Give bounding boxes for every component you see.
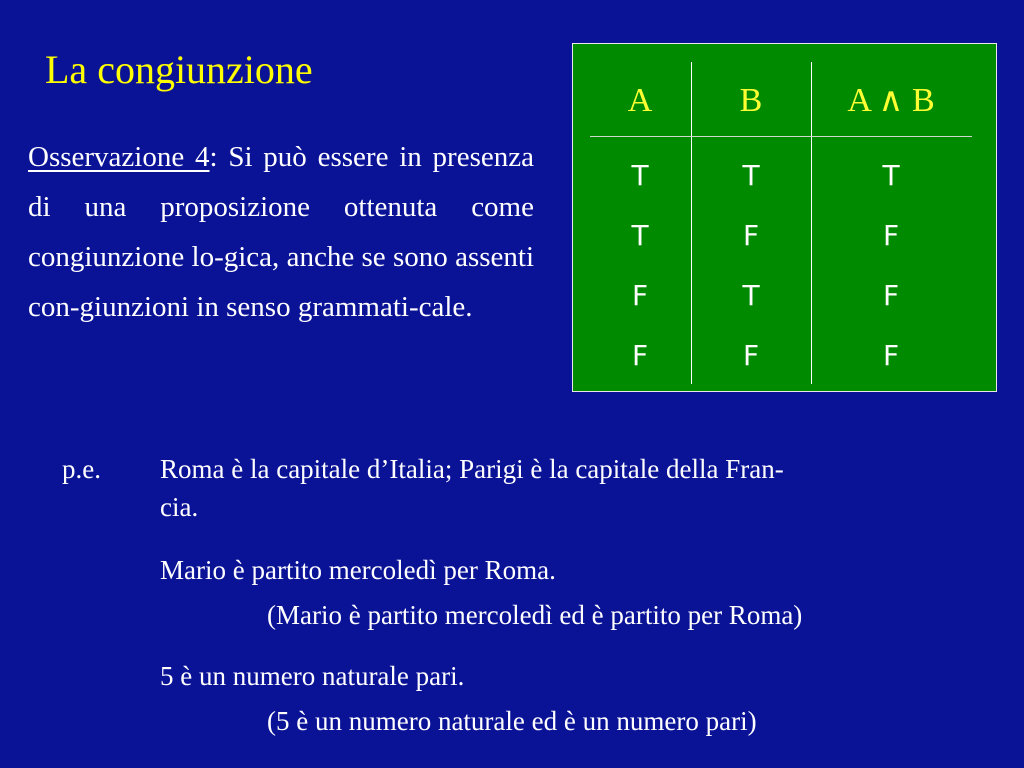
table-cell: T — [742, 279, 760, 312]
table-cell: F — [742, 219, 760, 252]
table-cell: T — [631, 159, 649, 192]
slide-title: La congiunzione — [45, 47, 313, 92]
header-b: B — [739, 82, 763, 119]
table-cell: F — [742, 339, 760, 372]
examples-prefix: p.e. — [62, 454, 101, 484]
table-cell: T — [742, 159, 760, 192]
example-3: 5 è un numero naturale pari. — [160, 661, 465, 691]
table-divider — [811, 62, 812, 384]
observation-paragraph — [28, 132, 534, 332]
table-cell: T — [882, 159, 900, 192]
observation-text: : Si può essere in presenza di una proposizione ottenuta come congiunzione lo-gica, anche se sono assenti con-giunzioni in senso grammati-cale. — [28, 141, 534, 323]
table-divider — [691, 62, 692, 384]
header-a: A — [627, 82, 653, 119]
table-header-divider — [590, 136, 972, 137]
example-2: Mario è partito mercoledì per Roma. — [160, 555, 556, 585]
example-1-line-2: cia. — [160, 492, 199, 522]
table-cell: T — [631, 219, 649, 252]
header-a-and-b: A ∧ B — [847, 82, 935, 119]
table-cell: F — [882, 339, 900, 372]
observation-label: Osservazione 4 — [28, 141, 210, 173]
table-cell: F — [631, 279, 649, 312]
example-1-line-1: Roma è la capitale d’Italia; Parigi è la capitale della Fran- — [160, 454, 784, 484]
table-cell: F — [631, 339, 649, 372]
example-2-paraphrase: (Mario è partito mercoledì ed è partito per Roma) — [267, 600, 803, 630]
table-cell: F — [882, 219, 900, 252]
truth-table — [572, 43, 997, 392]
example-3-paraphrase: (5 è un numero naturale ed è un numero pari) — [267, 706, 757, 736]
table-cell: F — [882, 279, 900, 312]
